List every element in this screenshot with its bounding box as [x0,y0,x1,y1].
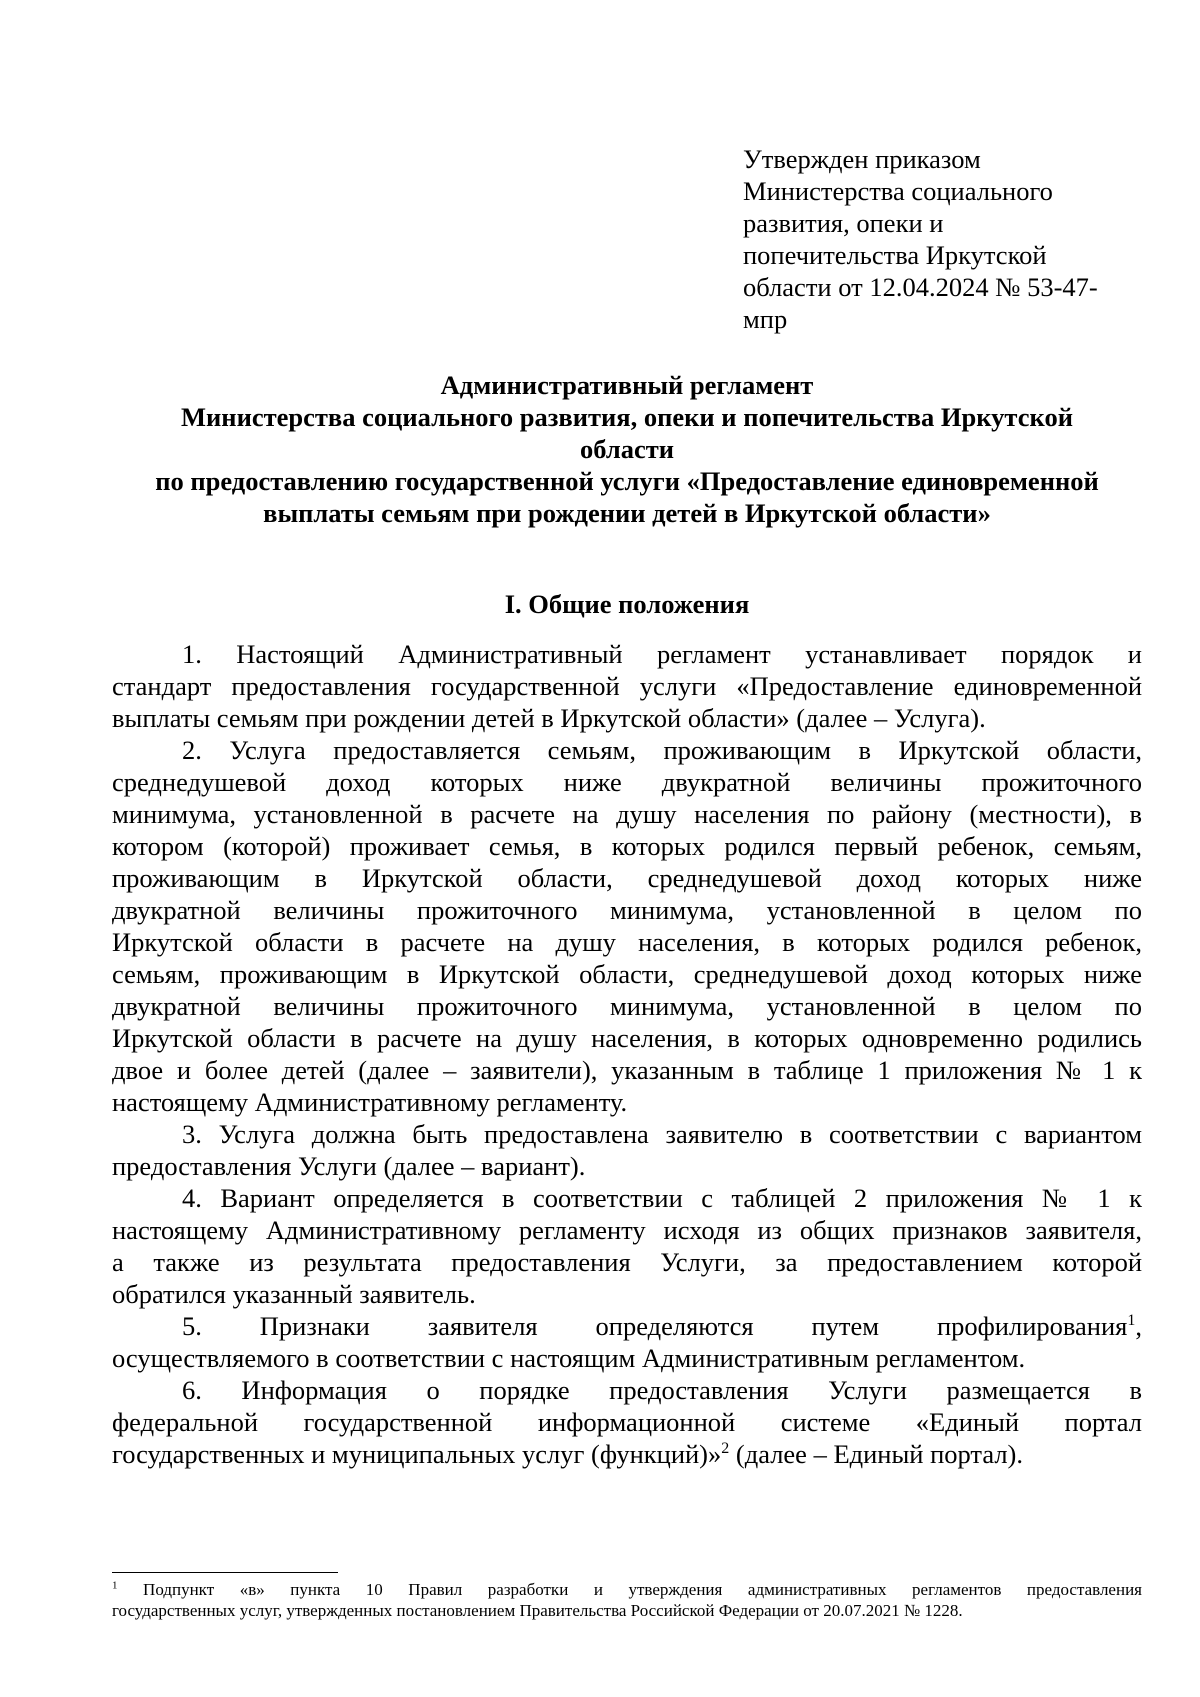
paragraph-line: проживающим в Иркутской области, среднедушевой доход которых ниже [112,863,1142,893]
paragraph-line: 2. Услуга предоставляется семьям, проживающим в Иркутской области, [182,735,1142,765]
footnote-ref[interactable]: 2 [721,1440,730,1458]
paragraph-line-with-footnote [112,1310,1142,1342]
paragraph-line: минимума, установленной в расчете на душу населения по району (местности), в [112,799,1142,829]
paragraph-line: двое и более детей (далее – заявители), указанным в таблице 1 приложения № 1 к [112,1055,1142,1085]
paragraph-line: двукратной величины прожиточного минимума, установленной в целом по [112,895,1142,925]
paragraph-line-with-footnote [112,1438,1142,1470]
footnote-line [112,1579,1142,1600]
footnote-text: Подпункт «в» пункта 10 Правил разработки и утверждения административных регламентов предоставления [117,1580,1142,1599]
approval-stamp [743,143,1133,335]
title-line: Административный регламент [440,370,814,400]
paragraph-text: 5. Признаки заявителя определяются путем профилирования [182,1311,1128,1341]
paragraph-line: семьям, проживающим в Иркутской области, среднедушевой доход которых ниже [112,959,1142,989]
paragraph-line: стандарт предоставления государственной услуги «Предоставление единовременной [112,671,1142,701]
title-line: области [579,434,674,464]
paragraph-line: 6. Информация о порядке предоставления Услуги размещается в [182,1375,1142,1405]
paragraph-5 [112,1310,1142,1374]
paragraph-line: двукратной величины прожиточного минимума, установленной в целом по [112,991,1142,1021]
approval-line: Министерства социального [743,176,1053,206]
paragraph-line: настоящему Административному регламенту исходя из общих признаков заявителя, [112,1215,1142,1245]
paragraph-line: 1. Настоящий Административный регламент устанавливает порядок и [182,639,1142,669]
approval-line: развития, опеки и [743,208,944,238]
paragraph-2 [112,734,1142,1118]
footnote-ref[interactable]: 1 [1127,1312,1136,1330]
paragraph-line: обратился указанный заявитель. [112,1279,476,1309]
document-title [112,369,1142,529]
paragraph-1 [112,638,1142,734]
paragraph-line: Иркутской области в расчете на душу населения, в которых родился ребенок, [112,927,1142,957]
paragraph-text: (далее – Единый портал). [729,1439,1023,1469]
paragraph-line: среднедушевой доход которых ниже двукратной величины прожиточного [112,767,1142,797]
paragraph-line: федеральной государственной информационной системе «Единый портал [112,1407,1142,1437]
approval-line: мпр [743,304,788,334]
title-line: по предоставлению государственной услуги «Предоставление единовременной [155,466,1099,496]
paragraph-6 [112,1374,1142,1470]
paragraph-line: а также из результата предоставления Услуги, за предоставлением которой [112,1247,1142,1277]
title-line: выплаты семьям при рождении детей в Иркутской области» [263,498,991,528]
footnote-line: государственных услуг, утвержденных постановлением Правительства Российской Федерации от 20.07.2021 № 1228. [112,1601,963,1620]
approval-line: попечительства Иркутской [743,240,1047,270]
footnote-separator [112,1572,338,1573]
paragraph-line: котором (которой) проживает семья, в которых родился первый ребенок, семьям, [112,831,1142,861]
paragraph-line: выплаты семьям при рождении детей в Иркутской области» (далее – Услуга). [112,703,986,733]
paragraph-4 [112,1182,1142,1310]
paragraph-3 [112,1118,1142,1182]
paragraph-line: Иркутской области в расчете на душу населения, в которых одновременно родились [112,1023,1142,1053]
paragraph-line: предоставления Услуги (далее – вариант). [112,1151,586,1181]
approval-line: области от 12.04.2024 № 53-47- [743,272,1098,302]
paragraph-line: 3. Услуга должна быть предоставлена заявителю в соответствии с вариантом [182,1119,1142,1149]
paragraph-line: осуществляемого в соответствии с настоящим Административным регламентом. [112,1343,1026,1373]
paragraph-text: , [1135,1311,1142,1341]
paragraph-line: 4. Вариант определяется в соответствии с таблицей 2 приложения № 1 к [182,1183,1142,1213]
title-line: Министерства социального развития, опеки и попечительства Иркутской [181,402,1073,432]
paragraph-text: государственных и муниципальных услуг (функций)» [112,1439,722,1469]
footnote-number: 1 [112,1579,118,1592]
section-heading: I. Общие положения [504,589,750,619]
footnote-section [112,1579,1142,1621]
paragraph-line: настоящему Административному регламенту. [112,1087,628,1117]
document-body [112,638,1142,1470]
approval-line: Утвержден приказом [743,144,981,174]
